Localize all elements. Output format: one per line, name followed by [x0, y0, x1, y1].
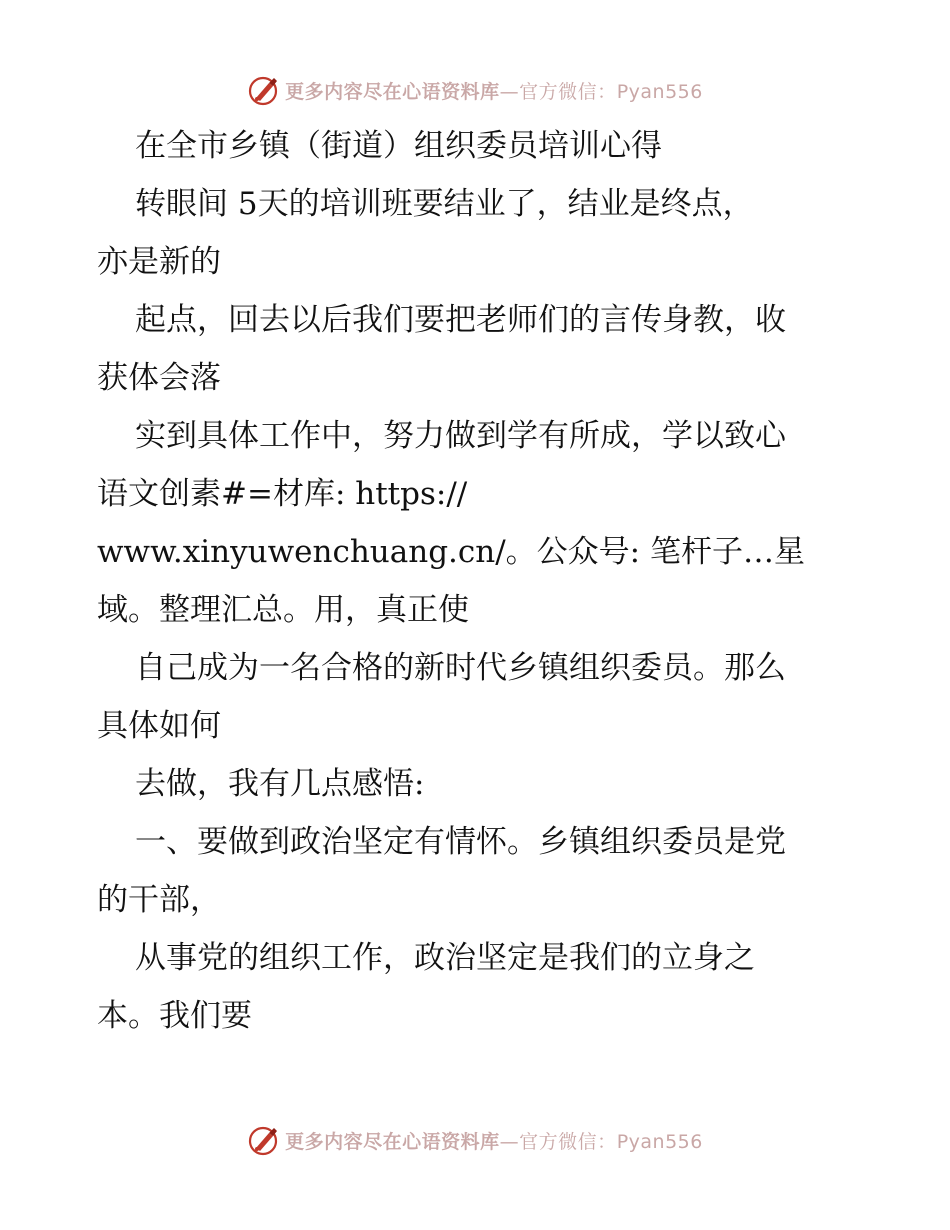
document-title: 在全市乡镇（街道）组织委员培训心得 [135, 128, 662, 164]
pen-logo-icon [247, 73, 281, 107]
paragraph-line: 亦是新的 [97, 244, 221, 280]
banner-main-text: 更多内容尽在心语资料库 [285, 1130, 500, 1153]
paragraph-line: 起点，回去以后我们要把老师们的言传身教，收 [135, 302, 786, 338]
paragraph-line: 本。我们要 [97, 998, 252, 1034]
paragraph-line: 的干部， [97, 882, 221, 918]
banner-main-text: 更多内容尽在心语资料库 [285, 80, 500, 103]
document-body [97, 117, 857, 1045]
header-banner [0, 70, 950, 110]
footer-banner [0, 1120, 950, 1160]
paragraph-line: 获体会落 [97, 360, 221, 396]
paragraph-line: 去做，我有几点感悟: [135, 766, 425, 802]
banner-text [285, 77, 703, 104]
paragraph-line: 一、要做到政治坚定有情怀。乡镇组织委员是党 [135, 824, 786, 860]
banner-text [285, 1127, 703, 1154]
paragraph-line: 域。整理汇总。用，真正使 [97, 592, 469, 628]
paragraph-line: 语文创素#=材库: https:// [97, 476, 468, 512]
banner-wechat-label: 官方微信： [519, 80, 617, 103]
paragraph-line: 转眼间 5天的培训班要结业了，结业是终点， [135, 186, 754, 222]
pen-logo-icon [247, 1123, 281, 1157]
banner-dash: — [499, 1130, 520, 1153]
paragraph-line: 从事党的组织工作，政治坚定是我们的立身之 [135, 940, 755, 976]
banner-wechat-id: Pyan556 [616, 1130, 703, 1153]
paragraph-line: 自己成为一名合格的新时代乡镇组织委员。那么 [135, 650, 786, 686]
paragraph-line: 实到具体工作中，努力做到学有所成，学以致心 [135, 418, 786, 454]
banner-wechat-id: Pyan556 [616, 80, 703, 103]
paragraph-line: www.xinyuwenchuang.cn/。公众号: 笔杆子…星 [97, 534, 805, 570]
banner-wechat-label: 官方微信： [519, 1130, 617, 1153]
paragraph-line: 具体如何 [97, 708, 221, 744]
banner-dash: — [499, 80, 520, 103]
